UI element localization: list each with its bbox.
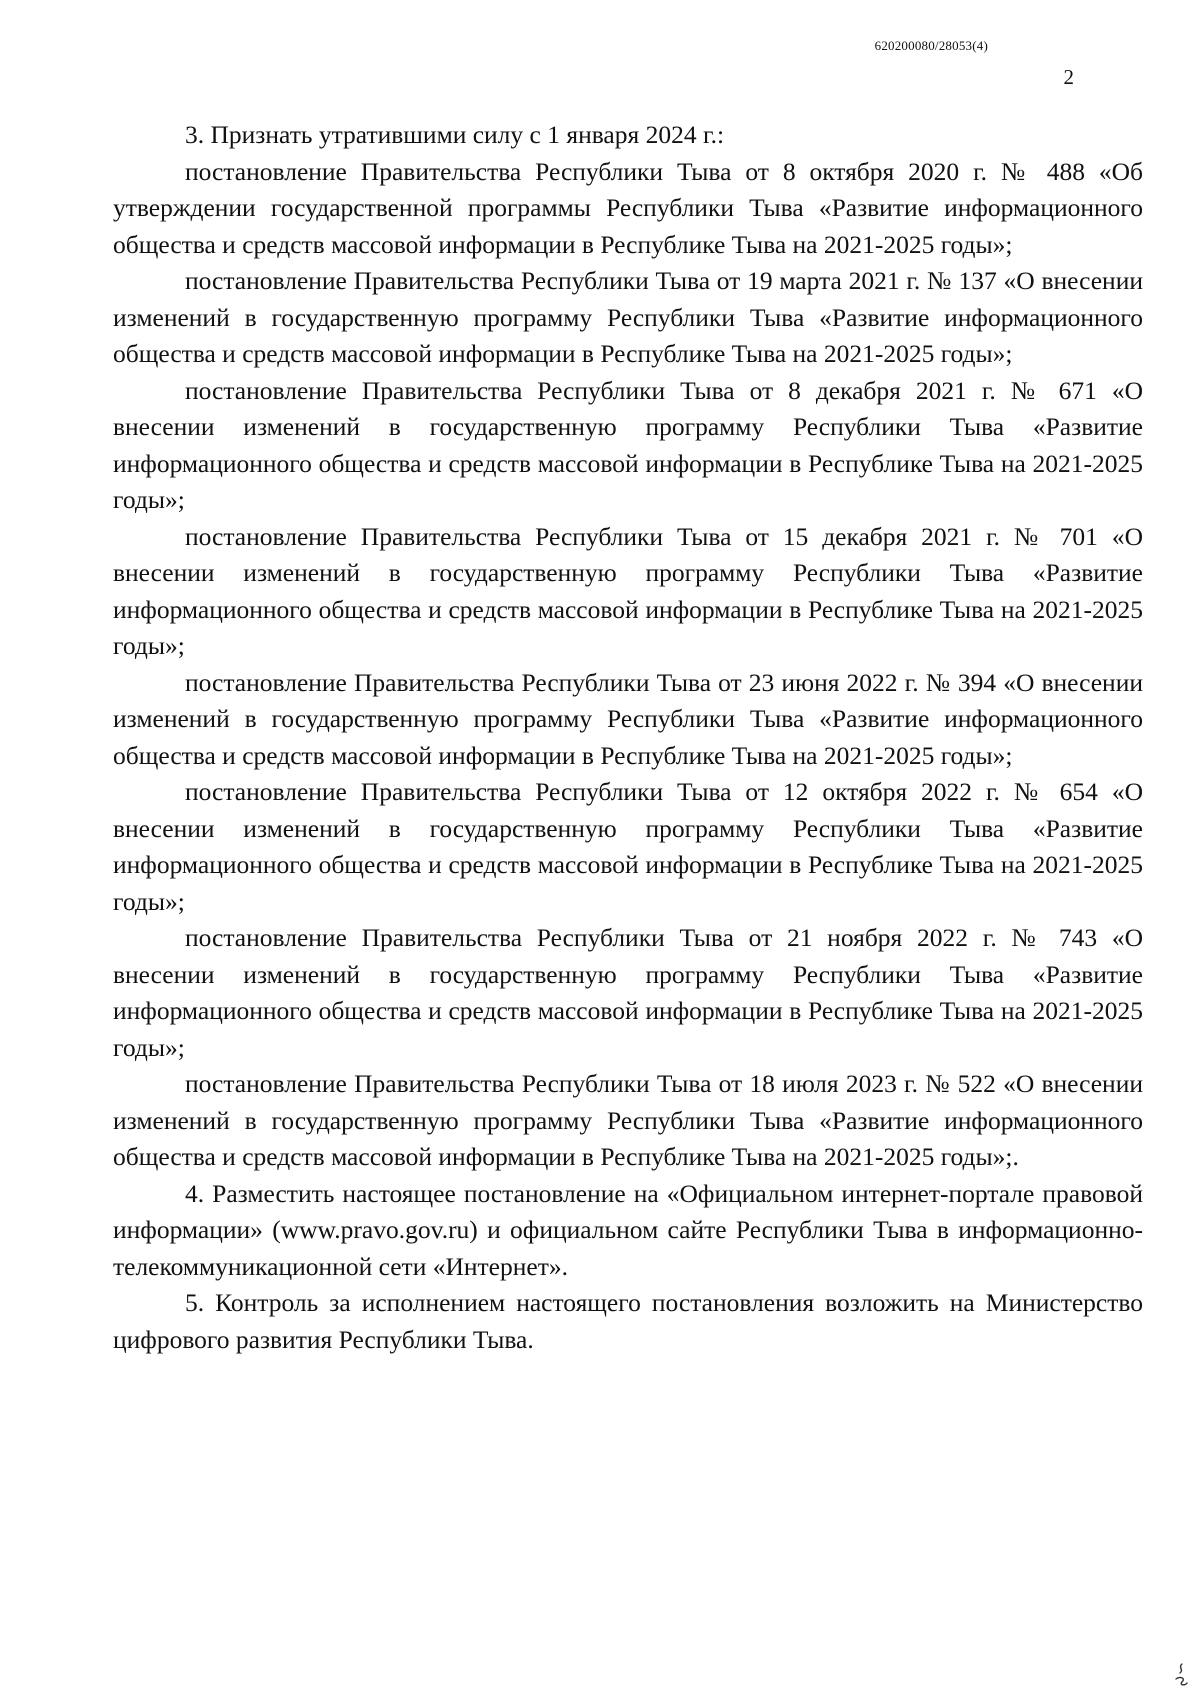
item-5-paragraph: 5. Контроль за исполнением настоящего постановления возложить на Министерство цифрового развития Республики Тыва.	[113, 1288, 1143, 1354]
resolution-paragraph: постановление Правительства Республики Тыва от 19 марта 2021 г. № 137 «О внесении изменений в государственную программу Республики Тыва «Развитие информационного общества и средств массовой информации в Республике Тыва на 2021-2025 годы»;	[113, 266, 1143, 368]
resolution-paragraph: постановление Правительства Республики Тыва от 18 июля 2023 г. № 522 «О внесении изменений в государственную программу Республики Тыва «Развитие информационного общества и средств массовой информации в Республике Тыва на 2021-2025 годы»;.	[113, 1069, 1143, 1171]
item-3-heading: 3. Признать утратившими силу с 1 января 2024 г.:	[185, 120, 725, 149]
document-body	[113, 117, 1143, 1358]
resolution-paragraph: постановление Правительства Республики Тыва от 8 октября 2020 г. № 488 «Об утверждении государственной программы Республики Тыва «Развитие информационного общества и средств массовой информации в Республике Тыва на 2021-2025 годы»;	[113, 156, 1143, 259]
page-number: 2	[1063, 65, 1074, 89]
resolution-paragraph: постановление Правительства Республики Тыва от 8 декабря 2021 г. № 671 «О внесении изменений в государственную программу Республики Тыва «Развитие информационного общества и средств массовой информации в Республике Тыва на 2021-2025 годы»;	[113, 375, 1143, 514]
item-4-paragraph: 4. Разместить настоящее постановление на «Официальном интернет-портале правовой информации» (www.pravo.gov.ru) и официальном сайте Республики Тыва в информационно-телекоммуникационной сети «Интернет».	[113, 1178, 1143, 1281]
resolution-paragraph: постановление Правительства Республики Тыва от 23 июня 2022 г. № 394 «О внесении изменений в государственную программу Республики Тыва «Развитие информационного общества и средств массовой информации в Республике Тыва на 2021-2025 годы»;	[113, 667, 1143, 770]
resolution-paragraph: постановление Правительства Республики Тыва от 12 октября 2022 г. № 654 «О внесении изменений в государственную программу Республики Тыва «Развитие информационного общества и средств массовой информации в Республике Тыва на 2021-2025 годы»;	[113, 777, 1143, 916]
document-id: 620200080/28053(4)	[874, 38, 988, 53]
resolution-paragraph: постановление Правительства Республики Тыва от 15 декабря 2021 г. № 701 «О внесении изменений в государственную программу Республики Тыва «Развитие информационного общества и средств массовой информации в Республике Тыва на 2021-2025 годы»;	[113, 521, 1143, 660]
resolution-paragraph: постановление Правительства Республики Тыва от 21 ноября 2022 г. № 743 «О внесении изменений в государственную программу Республики Тыва «Развитие информационного общества и средств массовой информации в Республике Тыва на 2021-2025 годы»;	[113, 923, 1143, 1062]
handwritten-initial-mark	[1170, 1661, 1192, 1691]
